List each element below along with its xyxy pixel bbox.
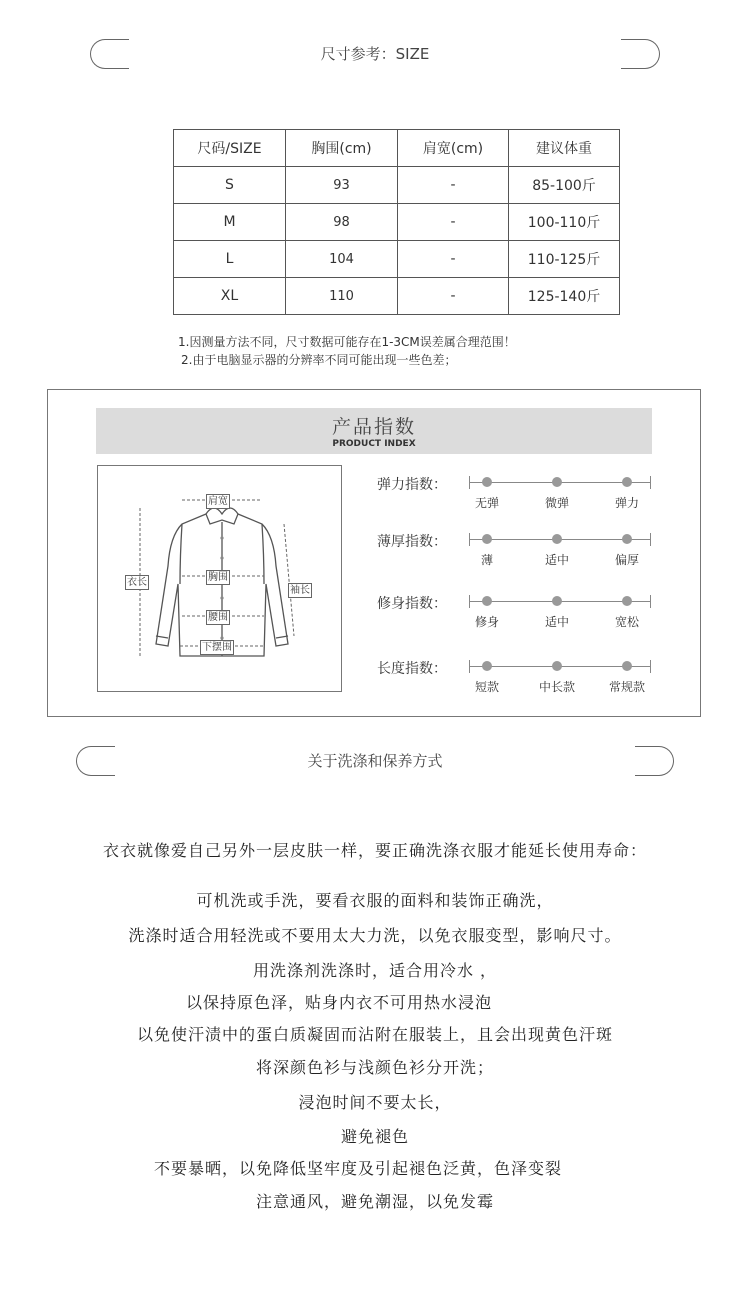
size-table — [173, 129, 620, 315]
rating-dot — [482, 596, 492, 606]
rating-dot — [552, 534, 562, 544]
size-cell: M — [174, 204, 286, 241]
product-index-subtitle: PRODUCT INDEX — [332, 439, 416, 449]
rating-name: 薄厚指数： — [377, 534, 447, 550]
note-line: 2.由于电脑显示器的分辨率不同可能出现一些色差； — [181, 353, 457, 367]
shoulder-label: 肩宽 — [208, 496, 228, 507]
care-line: 避免褪色 — [340, 1127, 409, 1146]
fit-rating — [377, 593, 697, 643]
shoulder-cell: - — [398, 278, 509, 315]
care-line: 以免使汗渍中的蛋白质凝固而沾附在服装上，且会出现黄色汗斑 — [136, 1025, 613, 1044]
note-line: 1.因测量方法不同，尺寸数据可能存在1-3CM误差属合理范围！ — [178, 335, 516, 349]
rating-scale-cap — [469, 533, 470, 546]
size-cell: L — [174, 241, 286, 278]
garment-measurement-diagram — [97, 465, 342, 692]
rating-dot — [482, 661, 492, 671]
rating-name: 长度指数： — [377, 661, 447, 677]
weight-cell: 125-140斤 — [509, 278, 620, 315]
length-rating — [377, 658, 697, 708]
rating-option-label: 微弹 — [544, 496, 569, 510]
thickness-rating — [377, 531, 697, 581]
care-line: 以保持原色泽，贴身内衣不可用热水浸泡 — [185, 993, 492, 1012]
rating-dot — [552, 596, 562, 606]
rating-dot — [622, 596, 632, 606]
care-line: 浸泡时间不要太长， — [298, 1093, 452, 1112]
rating-scale-cap — [650, 476, 651, 489]
rating-scale-cap — [469, 595, 470, 608]
rating-dot — [622, 534, 632, 544]
elasticity-rating — [377, 474, 697, 524]
rating-scale-cap — [650, 595, 651, 608]
rating-dot — [552, 477, 562, 487]
sleeve-label: 袖长 — [290, 585, 310, 596]
size-section-header — [90, 39, 660, 71]
rating-option-label: 无弹 — [474, 496, 499, 510]
rating-option-label: 薄 — [480, 553, 493, 567]
care-section-header — [76, 746, 674, 778]
hem-label: 下摆围 — [202, 642, 232, 653]
rating-scale-cap — [650, 533, 651, 546]
care-line: 将深颜色衫与浅颜色衫分开洗； — [255, 1058, 494, 1077]
rating-scale-cap — [469, 476, 470, 489]
rating-scale-cap — [469, 660, 470, 673]
chest-label: 胸围 — [208, 572, 228, 583]
rating-option-label: 适中 — [544, 615, 569, 629]
chest-cell: 110 — [286, 278, 398, 315]
length-label: 衣长 — [127, 577, 147, 588]
care-section-title: 关于洗涤和保养方式 — [307, 752, 443, 770]
size-cell: XL — [174, 278, 286, 315]
waist-label: 腰围 — [208, 612, 228, 623]
product-index-header — [96, 408, 652, 454]
rating-option-label: 宽松 — [614, 615, 639, 629]
rating-option-label: 弹力 — [614, 496, 639, 510]
table-row — [174, 278, 620, 315]
table-row — [174, 204, 620, 241]
rating-name: 弹力指数： — [377, 477, 447, 493]
header-shoulder: 肩宽(cm) — [398, 130, 509, 167]
chest-cell: 104 — [286, 241, 398, 278]
weight-cell: 100-110斤 — [509, 204, 620, 241]
rating-dot — [482, 477, 492, 487]
weight-cell: 85-100斤 — [509, 167, 620, 204]
chest-cell: 98 — [286, 204, 398, 241]
care-line: 可机洗或手洗，要看衣服的面料和装饰正确洗， — [196, 891, 554, 910]
weight-cell: 110-125斤 — [509, 241, 620, 278]
care-line: 洗涤时适合用轻洗或不要用太大力洗，以免衣服变型，影响尺寸。 — [128, 926, 622, 945]
header-weight: 建议体重 — [509, 130, 620, 167]
care-line: 注意通风，避免潮湿，以免发霉 — [255, 1192, 494, 1211]
rating-option-label: 短款 — [474, 680, 499, 694]
care-line: 不要暴晒，以免降低坚牢度及引起褪色泛黄，色泽变裂 — [153, 1159, 562, 1178]
care-line: 用洗涤剂洗涤时，适合用冷水 ， — [252, 961, 498, 980]
rating-option-label: 适中 — [544, 553, 569, 567]
rating-name: 修身指数： — [377, 596, 447, 612]
product-index-panel — [47, 389, 701, 717]
rating-scale-cap — [650, 660, 651, 673]
measurement-notes — [178, 333, 516, 369]
table-row — [174, 241, 620, 278]
rating-dot — [622, 661, 632, 671]
rating-option-label: 中长款 — [538, 680, 575, 694]
rating-dot — [552, 661, 562, 671]
rating-option-label: 修身 — [474, 615, 499, 629]
header-chest: 胸围(cm) — [286, 130, 398, 167]
shoulder-cell: - — [398, 241, 509, 278]
size-section-title: 尺寸参考：SIZE — [320, 45, 430, 63]
shoulder-cell: - — [398, 204, 509, 241]
rating-option-label: 常规款 — [608, 680, 645, 694]
chest-cell: 93 — [286, 167, 398, 204]
product-index-title: 产品指数 — [331, 416, 416, 438]
header-size: 尺码/SIZE — [174, 130, 286, 167]
table-header-row — [174, 130, 620, 167]
rating-option-label: 偏厚 — [614, 553, 639, 567]
table-row — [174, 167, 620, 204]
rating-dot — [482, 534, 492, 544]
shoulder-cell: - — [398, 167, 509, 204]
care-intro: 衣衣就像爱自己另外一层皮肤一样，要正确洗涤衣服才能延长使用寿命： — [102, 841, 647, 860]
size-cell: S — [174, 167, 286, 204]
rating-dot — [622, 477, 632, 487]
